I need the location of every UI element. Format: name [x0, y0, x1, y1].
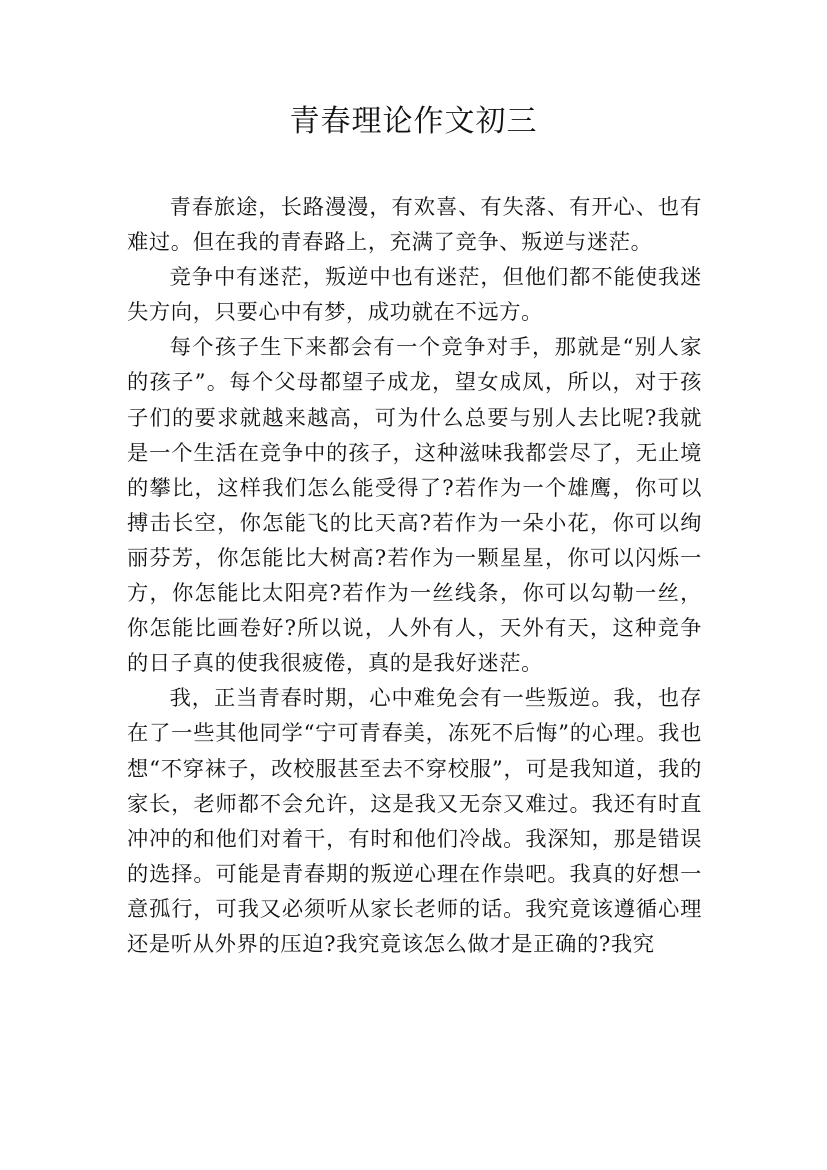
paragraph-1: 青春旅途，长路漫漫，有欢喜、有失落、有开心、也有难过。但在我的青春路上，充满了竞争、叛逆与迷茫。 — [127, 195, 702, 256]
paragraph-2: 竞争中有迷茫，叛逆中也有迷茫，但他们都不能使我迷失方向，只要心中有梦，成功就在不远方。 — [127, 265, 702, 326]
document-title: 青春理论作文初三 — [289, 104, 538, 139]
document-body — [127, 190, 702, 962]
paragraph-4: 我，正当青春时期，心中难免会有一些叛逆。我，也存在了一些其他同学“宁可青春美，冻死不后悔”的心理。我也想“不穿袜子，改校服甚至去不穿校服”，可是我知道，我的家长，老师都不会允许，这是我又无奈又难过。我还有时直冲冲的和他们对着干，有时和他们冷战。我深知，那是错误的选择。可能是青春期的叛逆心理在作祟吧。我真的好想一意孤行，可我又必须听从家长老师的话。我究竟该遵循心理还是听从外界的压迫?我究竟该怎么做才是正确的?我究 — [127, 686, 702, 957]
paragraph-3: 每个孩子生下来都会有一个竞争对手，那就是“别人家的孩子”。每个父母都望子成龙，望女成凤，所以，对于孩子们的要求就越来越高，可为什么总要与别人去比呢?我就是一个生活在竞争中的孩子，这种滋味我都尝尽了，无止境的攀比，这样我们怎么能受得了?若作为一个雄鹰，你可以搏击长空，你怎能飞的比天高?若作为一朵小花，你可以绚丽芬芳，你怎能比大树高?若作为一颗星星，你可以闪烁一方，你怎能比太阳亮?若作为一丝线条，你可以勾勒一丝，你怎能比画卷好?所以说，人外有人，天外有天，这种竞争的日子真的使我很疲倦，真的是我好迷茫。 — [127, 335, 702, 677]
